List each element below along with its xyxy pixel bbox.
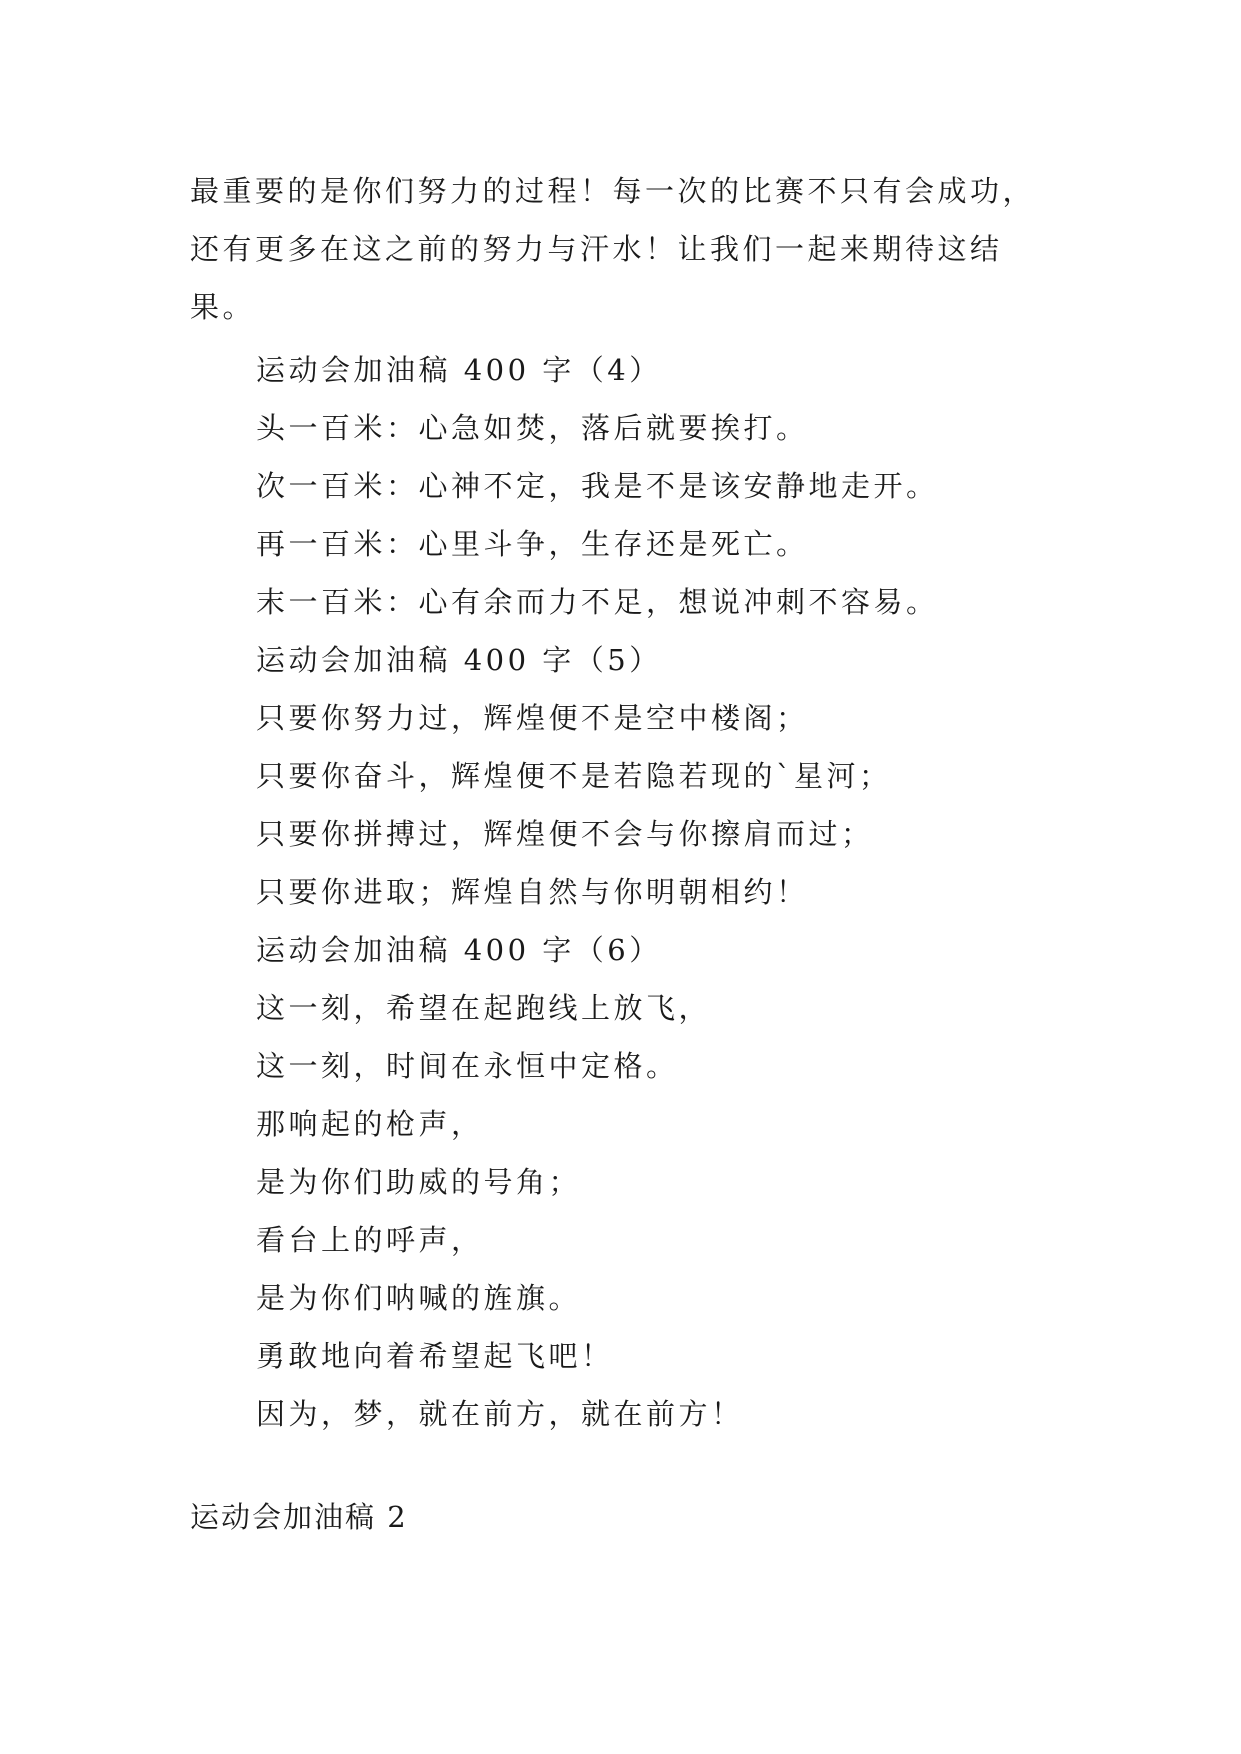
section-heading: 运动会加油稿 2 xyxy=(190,1500,408,1534)
text-line: 是为你们呐喊的旌旗。 xyxy=(256,1281,582,1315)
text-line: 头一百米：心急如焚，落后就要挨打。 xyxy=(256,411,809,445)
text-line: 那响起的枪声， xyxy=(256,1107,484,1141)
intro-paragraph xyxy=(190,162,1090,336)
text-line: 只要你努力过，辉煌便不是空中楼阁； xyxy=(256,701,809,735)
subheading-4: 运动会加油稿 400 字（4） xyxy=(256,353,662,387)
text-line: 只要你奋斗，辉煌便不是若隐若现的`星河； xyxy=(256,759,892,793)
text-line: 再一百米：心里斗争，生存还是死亡。 xyxy=(256,527,809,561)
text-line: 看台上的呼声， xyxy=(256,1223,484,1257)
text-line: 因为，梦，就在前方，就在前方！ xyxy=(256,1397,744,1431)
text-line: 这一刻，希望在起跑线上放飞， xyxy=(256,991,712,1025)
intro-line: 还有更多在这之前的努力与汗水！让我们一起来期待这结 xyxy=(190,232,1003,266)
intro-line: 果。 xyxy=(190,290,256,324)
subheading-6: 运动会加油稿 400 字（6） xyxy=(256,933,662,967)
text-line: 是为你们助威的号角； xyxy=(256,1165,582,1199)
text-line: 末一百米：心有余而力不足，想说冲刺不容易。 xyxy=(256,585,939,619)
body-text xyxy=(256,341,1156,1443)
text-line: 勇敢地向着希望起飞吧！ xyxy=(256,1339,614,1373)
text-line: 只要你拼搏过，辉煌便不会与你擦肩而过； xyxy=(256,817,874,851)
text-line: 只要你进取；辉煌自然与你明朝相约！ xyxy=(256,875,809,909)
text-line: 次一百米：心神不定，我是不是该安静地走开。 xyxy=(256,469,939,503)
text-line: 这一刻，时间在永恒中定格。 xyxy=(256,1049,679,1083)
subheading-5: 运动会加油稿 400 字（5） xyxy=(256,643,662,677)
intro-line: 最重要的是你们努力的过程！每一次的比赛不只有会成功， xyxy=(190,174,1036,208)
